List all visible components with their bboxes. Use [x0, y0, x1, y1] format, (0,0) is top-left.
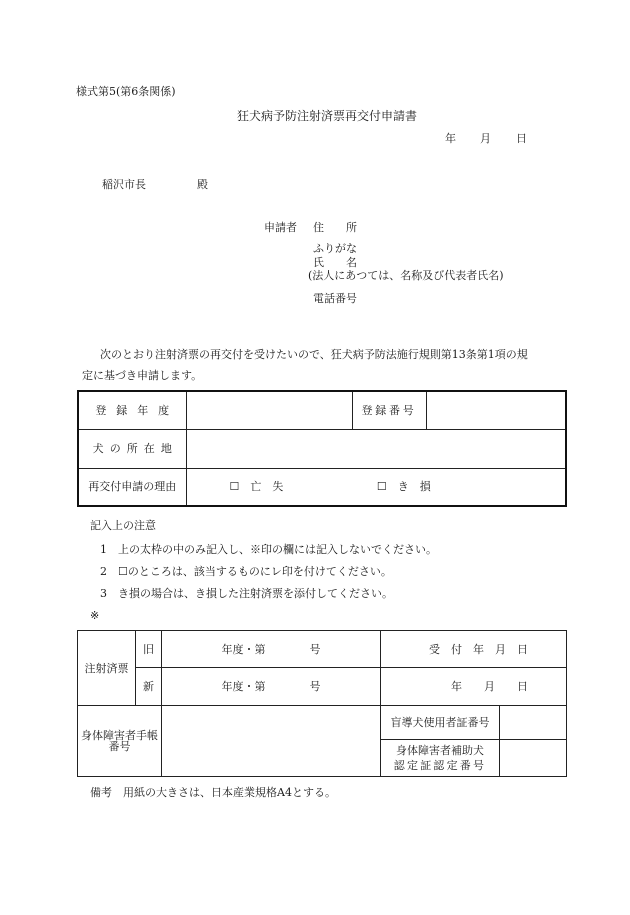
- assist-dog-label: [381, 740, 500, 777]
- applicant-label: 申請者: [264, 221, 297, 234]
- applicant-note: (法人にあつては、名称及び代表者氏名): [308, 269, 504, 282]
- addressee-honorific: 殿: [197, 178, 208, 191]
- main-table: [77, 390, 567, 507]
- body-text-line2: 定に基づき申請します。: [82, 369, 203, 382]
- registration-number-label: 登録番号: [352, 391, 426, 429]
- date-day: 日: [516, 132, 527, 145]
- received-date-label: 受 付 年 月 日: [381, 631, 567, 668]
- handbook-field[interactable]: [162, 706, 381, 777]
- reason-damaged-checkbox[interactable]: ☐ き 損: [376, 480, 431, 494]
- registration-number-field[interactable]: [426, 391, 566, 429]
- date-month: 月: [480, 132, 491, 145]
- form-id: 様式第5(第6条関係): [76, 85, 176, 98]
- assist-dog-label-line2: 認定証認定番号: [393, 759, 487, 772]
- reason-options: [186, 468, 566, 506]
- new-label: 新: [136, 668, 162, 706]
- handbook-label: 身体障害者手帳番号: [78, 706, 162, 777]
- reason-lost-checkbox[interactable]: ☐ 亡 失: [229, 480, 284, 494]
- notes-heading: 記入上の注意: [90, 519, 156, 532]
- body-text-line1: 次のとおり注射済票の再交付を受けたいので、狂犬病予防法施行規則第13条第1項の規: [100, 348, 528, 361]
- reason-label: 再交付申請の理由: [78, 468, 186, 506]
- received-date-ymd: 年 月 日: [381, 668, 567, 706]
- office-use-mark: ※: [90, 609, 100, 622]
- date-year: 年: [445, 132, 456, 145]
- dog-location-field[interactable]: [186, 429, 566, 468]
- page-title: 狂犬病予防注射済票再交付申請書: [237, 109, 418, 123]
- old-year-no: 年度・第 号: [162, 631, 381, 668]
- tag-label: 注射済票: [78, 631, 136, 706]
- note-item-1: 1 上の太枠の中のみ記入し、※印の欄には記入しないでください。: [100, 543, 437, 556]
- registration-year-field[interactable]: [186, 391, 352, 429]
- note-item-3: 3 き損の場合は、き損した注射済票を添付してください。: [100, 587, 393, 600]
- remark: 備考 用紙の大きさは、日本産業規格A4とする。: [90, 786, 336, 799]
- assist-dog-field[interactable]: [500, 740, 567, 777]
- guide-dog-field[interactable]: [500, 706, 567, 740]
- old-label: 旧: [136, 631, 162, 668]
- note-item-2: 2 ☐のところは、該当するものにレ印を付けてください。: [100, 565, 392, 578]
- office-table: [77, 630, 567, 777]
- assist-dog-label-line1: 身体障害者補助犬: [396, 743, 484, 757]
- addressee-name: 稲沢市長: [102, 178, 146, 191]
- applicant-name: 氏 名: [313, 256, 357, 269]
- applicant-furigana: ふりがな: [313, 242, 357, 255]
- registration-year-label: 登録年度: [78, 391, 186, 429]
- dog-location-label: 犬の所在地: [78, 429, 186, 468]
- new-year-no: 年度・第 号: [162, 668, 381, 706]
- applicant-address: 住 所: [313, 221, 357, 234]
- guide-dog-label: 盲導犬使用者証番号: [381, 706, 500, 740]
- applicant-phone: 電話番号: [313, 292, 357, 305]
